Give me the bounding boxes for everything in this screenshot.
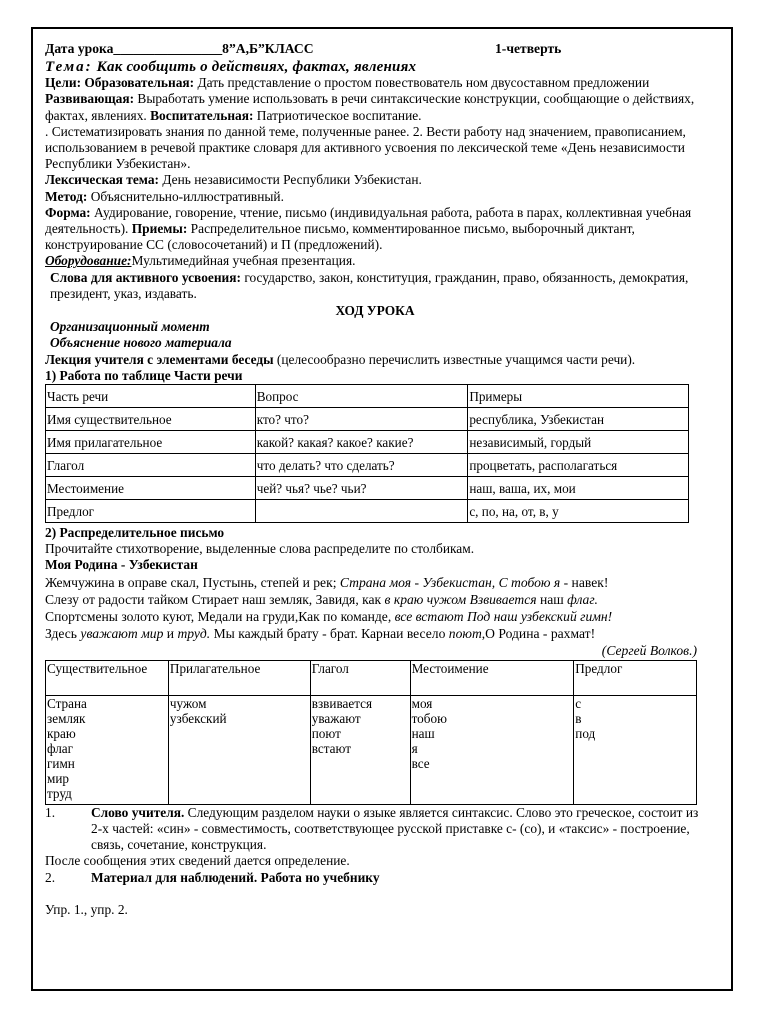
lexical-theme: Лексическая тема: День независимости Республики Узбекистан. bbox=[45, 172, 422, 188]
goals-educational: Цели: Образовательная: Дать представление о простом повествователь ном двусоставном предложении bbox=[45, 75, 650, 91]
lesson-progress-title: ХОД УРОКА bbox=[335, 303, 415, 319]
table-cell: Имя существительное bbox=[46, 408, 256, 431]
lesson-date-class: Дата урока________________8”А,Б”КЛАСС bbox=[45, 41, 314, 56]
list-item: тобою bbox=[411, 710, 447, 726]
teacher-after: После сообщения этих сведений дается определение. bbox=[45, 853, 350, 869]
goals-systematize: . Систематизировать знания по данной теме, полученные ранее. 2. Вести работу над значением, правописанием, использованием в речевой практике словаря для активного усвоения по лексической теме «День независимости Республики Узбекистан». bbox=[45, 123, 686, 172]
list-item: флаг bbox=[47, 740, 74, 756]
list-item: моя bbox=[411, 695, 433, 711]
table-row bbox=[46, 695, 697, 804]
lecture: Лекция учителя с элементами беседы (целесообразно перечислить известные учащимся части речи). bbox=[45, 351, 636, 367]
goals-developmental: Развивающая: Выработать умение использовать в речи синтаксические конструкции, сообщающие о действиях, фактах, явлениях. Воспитательная: Патриотическое воспитание. bbox=[45, 91, 695, 123]
table-cell: наш, ваша, их, мои bbox=[468, 477, 689, 500]
list-item: с bbox=[575, 695, 582, 711]
table-header-row bbox=[46, 385, 689, 408]
poem-line: Жемчужина в оправе скал, Пустынь, степей и рек; Страна моя - Узбекистан, С тобою я - навек! bbox=[45, 574, 609, 590]
table-cell: какой? какая? какое? какие? bbox=[255, 431, 468, 454]
active-words: Слова для активного усвоения: государство, закон, конституция, гражданин, право, обязанность, демократия, президент, указ, издавать. bbox=[50, 269, 689, 301]
lesson-topic: Тема: Как сообщить о действиях, фактах, явлениях bbox=[45, 59, 417, 75]
list-item: труд bbox=[47, 785, 72, 801]
list-item: краю bbox=[47, 725, 76, 741]
table-cell: Глагол bbox=[46, 454, 256, 477]
nouns-cell bbox=[46, 695, 169, 804]
adjectives-cell bbox=[168, 695, 310, 804]
observation-material: 2. Материал для наблюдений. Работа но учебнику bbox=[45, 869, 380, 885]
list-item: чужом bbox=[169, 695, 207, 711]
table-row bbox=[46, 408, 689, 431]
table-cell: независимый, гордый bbox=[468, 431, 689, 454]
list-item: встают bbox=[311, 740, 351, 756]
table-cell: Местоимение bbox=[46, 477, 256, 500]
table-header-cell: Прилагательное bbox=[168, 660, 310, 695]
verbs-cell bbox=[310, 695, 410, 804]
section2-title: 2) Распределительное письмо bbox=[45, 525, 225, 541]
table-cell: кто? что? bbox=[255, 408, 468, 431]
list-item: гимн bbox=[47, 755, 75, 771]
explanation: Объяснение нового материала bbox=[50, 335, 232, 351]
lesson-document bbox=[45, 41, 705, 918]
list-item: наш bbox=[411, 725, 435, 741]
teacher-word: 1. Слово учителя. Следующим разделом науки о языке является синтаксис. Слово это греческое, состоит из 2-х частей: «син» - совместимость, соответствующее русской приставке с- (со), и «таксис» - построение, связь, сочетание, конструкция. bbox=[45, 804, 699, 853]
list-item: я bbox=[411, 740, 418, 756]
table-row bbox=[46, 454, 689, 477]
poem-author: (Сергей Волков.) bbox=[601, 643, 697, 659]
table-header-cell: Существительное bbox=[46, 660, 169, 695]
poem bbox=[45, 574, 705, 660]
table-cell: чей? чья? чье? чьи? bbox=[255, 477, 468, 500]
form: Форма: Аудирование, говорение, чтение, письмо (индивидуальная работа, работа в парах, коллективная учебная деятельность). Приемы: Распределительное письмо, комментированное письмо, выборочный диктант, конструирование СС (словосочетаний) и П (предложений). bbox=[45, 204, 692, 253]
table-header-cell: Часть речи bbox=[46, 385, 256, 408]
lesson-header bbox=[45, 41, 705, 59]
poem-line: Слезу от радости тайком Стирает наш земляк, Завидя, как в краю чужом Взвивается наш флаг. bbox=[45, 591, 598, 607]
list-item: поют bbox=[311, 725, 341, 741]
section2-instruction: Прочитайте стихотворение, выделенные слова распределите по столбикам. bbox=[45, 541, 475, 557]
list-item: мир bbox=[47, 770, 69, 786]
method: Метод: Объяснительно-иллюстративный. bbox=[45, 188, 284, 204]
table-cell: республика, Узбекистан bbox=[468, 408, 689, 431]
table-header-cell: Местоимение bbox=[410, 660, 574, 695]
poem-title: Моя Родина - Узбекистан bbox=[45, 557, 198, 573]
pronouns-cell bbox=[410, 695, 574, 804]
list-item: взвивается bbox=[311, 695, 373, 711]
list-item: все bbox=[411, 755, 430, 771]
org-moment: Организационный момент bbox=[50, 319, 210, 335]
table-cell: с, по, на, от, в, у bbox=[468, 500, 689, 523]
table-row bbox=[46, 431, 689, 454]
equipment: Оборудование:Мультимедийная учебная презентация. bbox=[45, 253, 356, 269]
table-header-cell: Вопрос bbox=[255, 385, 468, 408]
exercise: Упр. 1., упр. 2. bbox=[45, 901, 128, 917]
table1-title: 1) Работа по таблице Части речи bbox=[45, 367, 243, 383]
table-row bbox=[46, 500, 689, 523]
list-item: узбекский bbox=[169, 710, 227, 726]
poem-line: Здесь уважают мир и труд. Мы каждый брату - брат. Карнаи весело поют,О Родина - рахмат! bbox=[45, 626, 596, 642]
table-header-row bbox=[46, 660, 697, 695]
parts-of-speech-table bbox=[45, 384, 689, 523]
table-cell: процветать, располагаться bbox=[468, 454, 689, 477]
list-item: в bbox=[575, 710, 582, 726]
table-row bbox=[46, 477, 689, 500]
table-header-cell: Глагол bbox=[310, 660, 410, 695]
prepositions-cell bbox=[574, 695, 697, 804]
list-item: земляк bbox=[47, 710, 86, 726]
table-cell: Имя прилагательное bbox=[46, 431, 256, 454]
table-cell: Предлог bbox=[46, 500, 256, 523]
table-header-cell: Предлог bbox=[574, 660, 697, 695]
table-cell: что делать? что сделать? bbox=[255, 454, 468, 477]
list-item: Страна bbox=[47, 695, 87, 711]
poem-line: Спортсмены золото куют, Медали на груди,Как по команде, все встают Под наш узбекский гимн! bbox=[45, 609, 613, 625]
list-item: под bbox=[575, 725, 596, 741]
table-cell bbox=[255, 500, 468, 523]
quarter: 1-четверть bbox=[495, 41, 562, 56]
distribution-table bbox=[45, 660, 697, 805]
list-item: уважают bbox=[311, 710, 361, 726]
table-header-cell: Примеры bbox=[468, 385, 689, 408]
